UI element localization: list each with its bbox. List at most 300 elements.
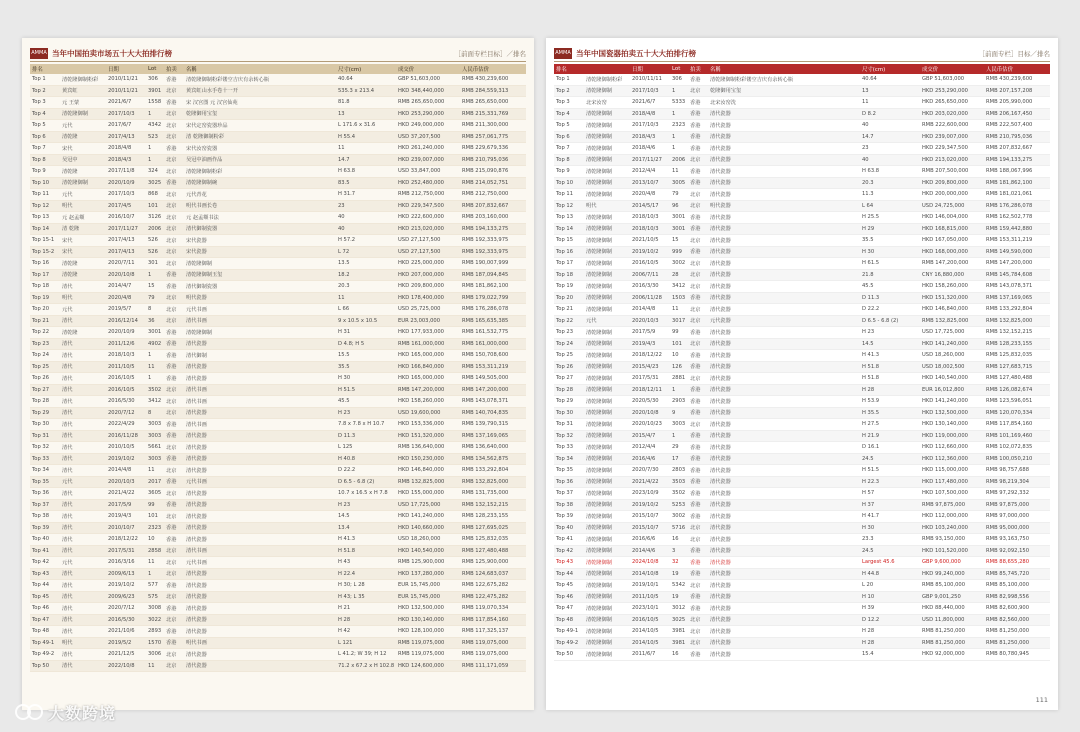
table-cell: RMB 124,683,037 (460, 568, 526, 580)
right-table-header (554, 64, 1050, 74)
table-cell: Top 43 (30, 568, 60, 580)
table-cell: 96 (670, 200, 688, 212)
table-cell: 21.8 (860, 269, 920, 281)
table-cell: 清代御制 (184, 350, 336, 362)
table-cell: 3502 (146, 384, 164, 396)
table-cell: USD 17,725,000 (920, 327, 984, 339)
table-cell: 清代瓷器 (184, 430, 336, 442)
table-cell: Top 41 (30, 545, 60, 557)
table-row (554, 154, 1050, 166)
table-cell: 香港 (688, 143, 708, 155)
table-cell: H 30 (860, 246, 920, 258)
table-cell: 清代 (60, 511, 106, 523)
table-cell: 清代 (60, 660, 106, 672)
table-cell: RMB 93,150,000 (920, 534, 984, 546)
table-cell: 香港 (164, 430, 184, 442)
table-row (30, 166, 526, 178)
table-cell: RMB 211,300,000 (460, 120, 526, 132)
table-cell: 3003 (146, 430, 164, 442)
table-cell: 2021/12/5 (106, 649, 146, 661)
table-cell: RMB 214,052,751 (460, 177, 526, 189)
table-cell: 2019/10/2 (630, 499, 670, 511)
table-cell: 2017/10/3 (106, 108, 146, 120)
table-cell: 清乾隆御制 (584, 499, 630, 511)
table-cell: 香港 (688, 361, 708, 373)
table-cell: 清乾隆御制 (584, 419, 630, 431)
table-cell: RMB 153,311,219 (984, 235, 1050, 247)
table-cell: 35.5 (860, 235, 920, 247)
table-cell: 清乾隆御制 (584, 591, 630, 603)
table-cell: 2893 (146, 626, 164, 638)
table-row (30, 97, 526, 109)
watermark-text: 大数跨境 (48, 703, 117, 723)
table-cell: 北京 (688, 315, 708, 327)
table-cell: EUR 15,745,000 (396, 591, 460, 603)
table-cell: H 31 (336, 327, 396, 339)
table-row (30, 545, 526, 557)
table-cell: 清代瓷器 (184, 614, 336, 626)
table-cell: 20.3 (336, 281, 396, 293)
table-cell: HKD 137,280,000 (396, 568, 460, 580)
table-cell: 2020/7/30 (630, 465, 670, 477)
table-cell: 香港 (164, 476, 184, 488)
table-cell: 北京 (688, 373, 708, 385)
table-row (554, 74, 1050, 85)
table-cell: HKD 165,000,000 (396, 350, 460, 362)
table-cell: 元 赵孟頫 (60, 212, 106, 224)
table-cell: 15.4 (860, 649, 920, 661)
table-cell: Top 44 (30, 580, 60, 592)
table-row (554, 626, 1050, 638)
table-cell: 北京 (164, 120, 184, 132)
table-cell: 香港 (688, 453, 708, 465)
table-cell: 香港 (164, 97, 184, 109)
table-cell: Top 33 (554, 442, 584, 454)
table-cell: Largest 45.6 (860, 557, 920, 569)
table-cell: Top 30 (554, 407, 584, 419)
table-cell: 清代瓷器 (708, 235, 860, 247)
table-cell: RMB 149,505,000 (460, 373, 526, 385)
table-row (30, 419, 526, 431)
table-cell: 9 x 10.5 x 10.5 (336, 315, 396, 327)
table-cell: 黄宾虹山水手卷十一开 (184, 85, 336, 97)
table-row (554, 430, 1050, 442)
table-cell: RMB 176,286,078 (460, 304, 526, 316)
table-cell: Top 22 (30, 327, 60, 339)
table-cell: 清乾隆御制 (584, 258, 630, 270)
table-row (30, 131, 526, 143)
table-cell: 北京 (688, 522, 708, 534)
table-cell: 301 (146, 258, 164, 270)
table-cell: 1 (670, 85, 688, 97)
table-cell: RMB 82,560,000 (984, 614, 1050, 626)
table-cell: 北京 (688, 258, 708, 270)
table-cell: 香港 (164, 269, 184, 281)
table-cell: 2018/4/8 (106, 143, 146, 155)
table-cell: 14.7 (336, 154, 396, 166)
table-cell: 清代瓷器 (184, 534, 336, 546)
table-cell: 清乾隆御制 (584, 361, 630, 373)
table-cell: 79 (670, 189, 688, 201)
table-row (554, 97, 1050, 109)
table-cell: 2006/7/11 (630, 269, 670, 281)
table-cell: RMB 125,832,035 (984, 350, 1050, 362)
table-cell: H 23 (860, 327, 920, 339)
table-cell: 2018/4/6 (630, 143, 670, 155)
table-cell: 10.7 x 16.5 x H 7.8 (336, 488, 396, 500)
table-row (554, 453, 1050, 465)
table-cell: 清代瓷器 (708, 476, 860, 488)
table-cell: L 121 (336, 637, 396, 649)
table-cell: RMB 119,070,334 (460, 603, 526, 615)
table-cell: USD 27,127,500 (396, 246, 460, 258)
table-cell: 清代书画 (184, 315, 336, 327)
table-cell: 清乾隆御制 (584, 580, 630, 592)
table-cell: HKD 141,240,000 (920, 338, 984, 350)
table-cell: 元代 (60, 557, 106, 569)
table-cell: CNY 16,880,000 (920, 269, 984, 281)
table-cell: H 51.8 (336, 545, 396, 557)
table-cell: RMB 82,600,900 (984, 603, 1050, 615)
table-cell: 清代瓷器 (184, 465, 336, 477)
table-cell: Top 45 (30, 591, 60, 603)
table-cell: RMB 122,675,282 (460, 580, 526, 592)
table-cell: USD 33,847,000 (396, 166, 460, 178)
table-cell: 526 (146, 235, 164, 247)
table-row (30, 269, 526, 281)
table-cell: RMB 212,750,000 (460, 189, 526, 201)
table-cell: RMB 265,650,000 (460, 97, 526, 109)
table-cell: 3981 (670, 626, 688, 638)
table-cell: 清乾隆御制 (584, 603, 630, 615)
table-cell: HKD 130,140,000 (396, 614, 460, 626)
table-row (30, 189, 526, 201)
table-cell: RMB 210,795,036 (460, 154, 526, 166)
table-cell: 2017/5/9 (106, 499, 146, 511)
table-cell: 清代 (60, 430, 106, 442)
table-cell: 13.5 (336, 258, 396, 270)
table-cell: RMB 137,169,065 (460, 430, 526, 442)
table-cell: 2020/10/9 (106, 327, 146, 339)
table-cell: D 4.8; H 5 (336, 338, 396, 350)
table-cell: 23 (860, 143, 920, 155)
table-cell: 清代瓷器 (708, 177, 860, 189)
table-cell: RMB 119,075,000 (396, 637, 460, 649)
table-cell: 清代书画 (184, 384, 336, 396)
table-cell: 868 (146, 189, 164, 201)
table-cell: 清代书画 (184, 545, 336, 557)
table-cell: 清代 (60, 488, 106, 500)
table-cell: USD 25,725,000 (396, 304, 460, 316)
table-cell: HKD 128,100,000 (396, 626, 460, 638)
table-cell: HKD 88,440,000 (920, 603, 984, 615)
table-cell: 北京 (688, 338, 708, 350)
table-cell: 清乾隆御制 (584, 557, 630, 569)
table-cell: 575 (146, 591, 164, 603)
table-cell: 1 (670, 131, 688, 143)
table-cell: Top 7 (30, 143, 60, 155)
table-cell: 北京 (688, 189, 708, 201)
table-row (30, 430, 526, 442)
magazine-spread (22, 38, 1058, 710)
table-cell: 2017/5/31 (106, 545, 146, 557)
col-rank-header: 排名 (30, 64, 60, 74)
table-cell: 香港 (164, 361, 184, 373)
table-cell: Top 10 (554, 177, 584, 189)
table-cell: 2009/6/23 (106, 591, 146, 603)
table-cell: 2018/12/11 (630, 384, 670, 396)
table-cell: 2016/6/6 (630, 534, 670, 546)
table-row (554, 522, 1050, 534)
table-cell: 清乾隆御制 (584, 304, 630, 316)
table-cell: 15.5 (336, 350, 396, 362)
table-cell: HKD 141,240,000 (396, 511, 460, 523)
table-cell: Top 12 (554, 200, 584, 212)
table-cell: Top 39 (30, 522, 60, 534)
table-cell: 14.5 (860, 338, 920, 350)
table-cell: 清乾隆御制 (584, 246, 630, 258)
right-page-header (554, 46, 1050, 60)
table-row (30, 396, 526, 408)
table-cell: RMB 190,007,999 (460, 258, 526, 270)
table-cell: HKD 151,320,000 (920, 292, 984, 304)
table-cell: RMB 194,133,275 (460, 223, 526, 235)
table-cell: 2017 (146, 476, 164, 488)
table-cell: D 6.5 - 6.8 (2) (336, 476, 396, 488)
table-cell: 清乾隆御制 (584, 338, 630, 350)
table-cell: 2006 (146, 223, 164, 235)
table-cell: RMB 176,286,078 (984, 200, 1050, 212)
table-cell: GBP 9,600,000 (920, 557, 984, 569)
table-cell: 清代瓷器 (184, 407, 336, 419)
table-cell: RMB 161,000,000 (396, 338, 460, 350)
table-cell: 2019/10/2 (106, 453, 146, 465)
table-row (30, 384, 526, 396)
table-cell: RMB 127,695,025 (460, 522, 526, 534)
table-cell: 2018/4/3 (630, 131, 670, 143)
col-rmb-header: 人民币估价 (460, 64, 526, 74)
table-row (30, 522, 526, 534)
table-cell: 2023/10/9 (630, 488, 670, 500)
table-cell: 24.5 (860, 545, 920, 557)
table-cell: 北京 (164, 488, 184, 500)
table-cell: 清乾隆御制 (584, 649, 630, 661)
table-cell: 40.64 (860, 74, 920, 85)
table-cell: 清代瓷器 (184, 361, 336, 373)
table-row (30, 223, 526, 235)
table-cell: 1 (146, 108, 164, 120)
table-cell: H 37 (860, 499, 920, 511)
table-cell: RMB 147,200,000 (396, 384, 460, 396)
table-cell: 3008 (146, 603, 164, 615)
table-cell: RMB 207,157,208 (984, 85, 1050, 97)
table-cell: 29 (670, 442, 688, 454)
table-cell: H 57.2 (336, 235, 396, 247)
table-cell: 香港 (688, 223, 708, 235)
table-cell: 清代 (60, 373, 106, 385)
table-cell: RMB 120,070,334 (984, 407, 1050, 419)
table-cell: 北京 (688, 304, 708, 316)
table-cell: 吴冠中 (60, 154, 106, 166)
table-cell: Top 27 (554, 373, 584, 385)
table-cell: 2016/10/7 (106, 212, 146, 224)
table-cell: RMB 132,825,000 (396, 476, 460, 488)
table-cell: 2021/10/5 (630, 235, 670, 247)
table-cell: Top 38 (554, 499, 584, 511)
table-cell: Top 26 (554, 361, 584, 373)
table-cell: 清乾隆御制 (584, 212, 630, 224)
table-cell: Top 35 (554, 465, 584, 477)
table-cell: RMB 137,169,065 (984, 292, 1050, 304)
table-cell: HKD 253,290,000 (396, 108, 460, 120)
table-cell: RMB 122,475,282 (460, 591, 526, 603)
table-cell: H 40.8 (336, 453, 396, 465)
table-cell: 2020/7/11 (106, 258, 146, 270)
table-cell: 清乾隆御制 (584, 281, 630, 293)
table-cell: HKD 146,840,000 (396, 465, 460, 477)
table-cell: HKD 348,440,000 (396, 85, 460, 97)
table-cell: 清代 (60, 350, 106, 362)
table-cell: 2323 (670, 120, 688, 132)
table-cell: 1 (670, 384, 688, 396)
table-cell: 明代瓷器 (708, 200, 860, 212)
table-cell: 香港 (688, 131, 708, 143)
table-cell: 清乾隆御制玉玺 (184, 269, 336, 281)
table-cell: 1 (146, 154, 164, 166)
table-cell: RMB 85,100,000 (984, 580, 1050, 592)
table-row (30, 557, 526, 569)
table-cell: RMB 101,169,460 (984, 430, 1050, 442)
table-cell: HKD 158,260,000 (396, 396, 460, 408)
left-ranking-table (30, 64, 526, 672)
table-cell: H 39 (860, 603, 920, 615)
table-cell: 2019/10/2 (630, 246, 670, 258)
table-cell: 香港 (688, 557, 708, 569)
table-cell: RMB 127,480,488 (984, 373, 1050, 385)
table-cell: Top 10 (30, 177, 60, 189)
table-row (554, 304, 1050, 316)
table-cell: 2021/6/7 (106, 97, 146, 109)
table-cell: 清代瓷器 (708, 131, 860, 143)
table-cell: H 55.4 (336, 131, 396, 143)
table-cell: RMB 162,502,778 (984, 212, 1050, 224)
table-row (554, 131, 1050, 143)
table-cell: 元代 (60, 189, 106, 201)
table-cell: 2010/11/21 (106, 74, 146, 85)
table-row (30, 143, 526, 155)
table-row (554, 499, 1050, 511)
table-cell: RMB 136,640,000 (396, 442, 460, 454)
table-cell: 81.8 (336, 97, 396, 109)
table-cell: RMB 88,655,280 (984, 557, 1050, 569)
table-cell: 2019/5/7 (106, 304, 146, 316)
table-cell: 清代瓷器 (708, 258, 860, 270)
table-cell: RMB 265,650,000 (396, 97, 460, 109)
table-cell: Top 26 (30, 373, 60, 385)
table-cell: H 28 (336, 614, 396, 626)
table-cell: Top 42 (554, 545, 584, 557)
table-cell: 香港 (688, 442, 708, 454)
table-cell: 2010/11/21 (106, 85, 146, 97)
table-cell: RMB 95,000,000 (984, 522, 1050, 534)
table-cell: Top 14 (30, 223, 60, 235)
table-cell: 3017 (670, 315, 688, 327)
table-cell: EUR 15,745,000 (396, 580, 460, 592)
table-cell: 香港 (688, 120, 708, 132)
table-cell: RMB 192,333,975 (460, 235, 526, 247)
table-cell: 2020/10/8 (630, 407, 670, 419)
table-cell: 清代书画 (184, 396, 336, 408)
table-cell: Top 2 (30, 85, 60, 97)
table-cell: RMB 81,250,000 (984, 637, 1050, 649)
table-cell: Top 50 (554, 649, 584, 661)
table-row (554, 246, 1050, 258)
table-cell: RMB 143,078,371 (460, 396, 526, 408)
table-cell: 清代御制瓷器 (184, 223, 336, 235)
table-cell: 2017/10/3 (630, 85, 670, 97)
table-cell: 清代瓷器 (708, 384, 860, 396)
table-row (554, 269, 1050, 281)
table-row (30, 120, 526, 132)
left-page-header (30, 46, 526, 60)
table-cell: 北京 (164, 384, 184, 396)
table-cell: 3001 (670, 212, 688, 224)
table-cell: RMB 92,092,150 (984, 545, 1050, 557)
table-cell: H 51.8 (860, 361, 920, 373)
table-cell: RMB 128,233,155 (460, 511, 526, 523)
table-cell: Top 50 (30, 660, 60, 672)
table-cell: 明代 (584, 200, 630, 212)
table-cell: 清代瓷器 (184, 499, 336, 511)
table-cell: 吴冠中油画作品 (184, 154, 336, 166)
table-cell: 8 (146, 304, 164, 316)
table-cell: 清代 (60, 442, 106, 454)
table-cell: Top 40 (30, 534, 60, 546)
table-cell: 清代瓷器 (708, 522, 860, 534)
table-cell: H 28 (860, 637, 920, 649)
table-cell: RMB 205,990,000 (984, 97, 1050, 109)
left-table-header (30, 64, 526, 74)
table-cell: 北京 (688, 281, 708, 293)
table-cell: RMB 97,292,332 (984, 488, 1050, 500)
table-cell: RMB 147,200,000 (920, 258, 984, 270)
table-cell: 清 乾隆御制粉彩 (184, 131, 336, 143)
table-cell: 元 王蒙 (60, 97, 106, 109)
table-cell: Top 11 (30, 189, 60, 201)
table-cell: RMB 132,825,000 (984, 315, 1050, 327)
table-cell: 2017/4/13 (106, 131, 146, 143)
table-cell: RMB 136,640,000 (460, 442, 526, 454)
table-cell: 清乾隆御制 (584, 488, 630, 500)
table-cell: H 51.5 (860, 465, 920, 477)
table-row (30, 465, 526, 477)
table-cell: H 28 (860, 384, 920, 396)
table-cell: D 22.2 (336, 465, 396, 477)
table-cell: 101 (146, 200, 164, 212)
table-cell: 2014/4/6 (630, 545, 670, 557)
table-cell: 清代瓷器 (708, 154, 860, 166)
table-cell: 北京 (688, 85, 708, 97)
page-number: 111 (1035, 696, 1048, 704)
table-cell: 清代瓷器 (708, 591, 860, 603)
table-cell: 2017/5/31 (630, 373, 670, 385)
table-cell: 香港 (164, 177, 184, 189)
table-cell: 北京 (164, 131, 184, 143)
table-row (30, 350, 526, 362)
table-cell: 北京 (688, 637, 708, 649)
table-cell: 2020/10/23 (630, 419, 670, 431)
table-cell: 523 (146, 131, 164, 143)
